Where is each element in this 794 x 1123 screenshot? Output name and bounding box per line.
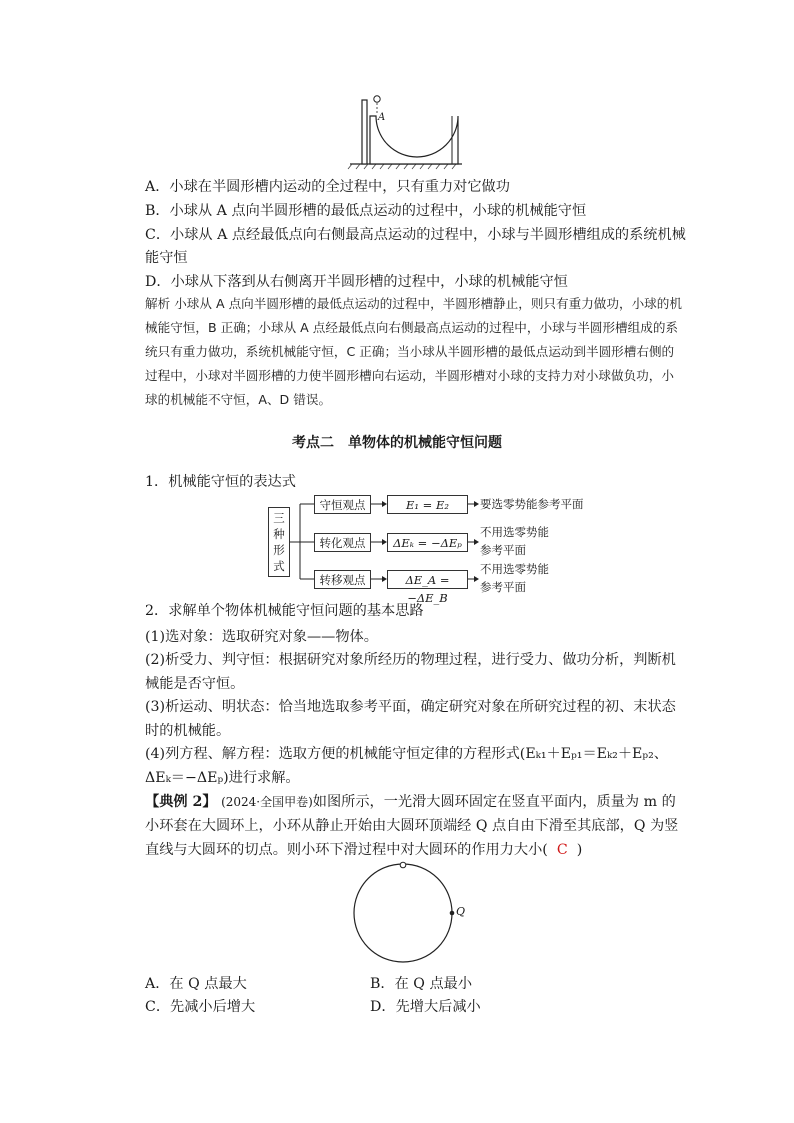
figure-half-pipe (340, 90, 470, 170)
note-transfer-2: 参考平面 (480, 580, 526, 594)
example2-text: 如图所示，一光滑大圆环固定在竖直平面内，质量为 m 的小环套在大圆环上，小环从静止开始由大圆环顶端经 Q 点自由下滑至其底部，Q 为竖直线与大圆环的切点。则小环下滑过程中对大圆环的作用力大小( (145, 794, 679, 858)
figure-ring (348, 858, 468, 968)
section-title: 考点二 单物体的机械能守恒问题 (292, 435, 502, 451)
formula-transfer: ΔE_A = −ΔE_B (387, 570, 468, 589)
view-conservation: 守恒观点 (314, 495, 371, 514)
option2-a: A．在 Q 点最大 (145, 976, 247, 992)
note-conservation: 要选零势能参考平面 (480, 497, 584, 511)
example2-block (145, 790, 685, 862)
option2-d: D．先增大后减小 (370, 999, 481, 1015)
example2-close: ) (576, 842, 583, 858)
option2-c: C．先减小后增大 (145, 999, 256, 1015)
option-b: B．小球从 A 点向半圆形槽的最低点运动的过程中，小球的机械能守恒 (145, 203, 587, 219)
ring-diagram (348, 858, 468, 968)
option-c-line2: 能守恒 (145, 250, 188, 266)
option-d: D．小球从下落到从右侧离开半圆形槽的过程中，小球的机械能守恒 (145, 274, 568, 290)
option-c-line1: C．小球从 A 点经最低点向右侧最高点运动的过程中，小球与半圆形槽组成的系统机械 (145, 227, 686, 243)
example2-source: (2024·全国甲卷) (221, 795, 313, 809)
view-transformation: 转化观点 (314, 533, 371, 552)
step-1: (1)选对象：选取研究对象——物体。 (145, 629, 378, 645)
step-2: (2)析受力、判守恒：根据研究对象所经历的物理过程，进行受力、做功分析，判断机械能是否守恒。 (145, 652, 676, 692)
note-transformation-2: 参考平面 (480, 543, 526, 557)
half-pipe-diagram (340, 90, 470, 170)
example2-answer: C (556, 842, 568, 858)
option2-b: B．在 Q 点最小 (370, 976, 473, 992)
item1-title: 1．机械能守恒的表达式 (145, 474, 296, 490)
option-a: A．小球在半圆形槽内运动的全过程中，只有重力对它做功 (145, 179, 510, 195)
item2-title: 2．求解单个物体机械能守恒问题的基本思路 (145, 603, 424, 619)
view-transfer: 转移观点 (314, 570, 371, 589)
formula-conservation: E₁ = E₂ (387, 495, 468, 514)
point-q-label: Q (456, 905, 466, 918)
example2-tag: 【典例 2】 (145, 794, 217, 810)
step-3: (3)析运动、明状态：恰当地选取参考平面，确定研究对象在所研究过程的初、末状态时的机械能。 (145, 699, 676, 739)
step-4: (4)列方程、解方程：选取方便的机械能守恒定律的方程形式(Eₖ₁＋Eₚ₁＝Eₖ₂＋Eₚ₂、ΔEₖ＝−ΔEₚ)进行求解。 (145, 746, 668, 786)
point-a-label: A (378, 112, 386, 123)
analysis-paragraph: 解析 小球从 A 点向半圆形槽的最低点运动的过程中，半圆形槽静止，则只有重力做功，小球的机械能守恒，B 正确；小球从 A 点经最低点向右侧最高点运动的过程中，小球与半圆形槽组成的系统只有重力做功，系统机械能守恒，C 正确；当小球从半圆形槽的最低点运动到半圆形槽右侧的过程中，小球对半圆形槽的力使半圆形槽向右运动，半圆形槽对小球的支持力对小球做负功，小球的机械能不守恒，A、D 错误。 (145, 296, 682, 407)
note-transfer-1: 不用选零势能 (480, 562, 549, 576)
three-forms-label: 三种形式 (268, 507, 290, 577)
conservation-diagram (268, 492, 588, 605)
note-transformation-1: 不用选零势能 (480, 525, 549, 539)
formula-transformation: ΔEₖ = −ΔEₚ (387, 533, 468, 552)
